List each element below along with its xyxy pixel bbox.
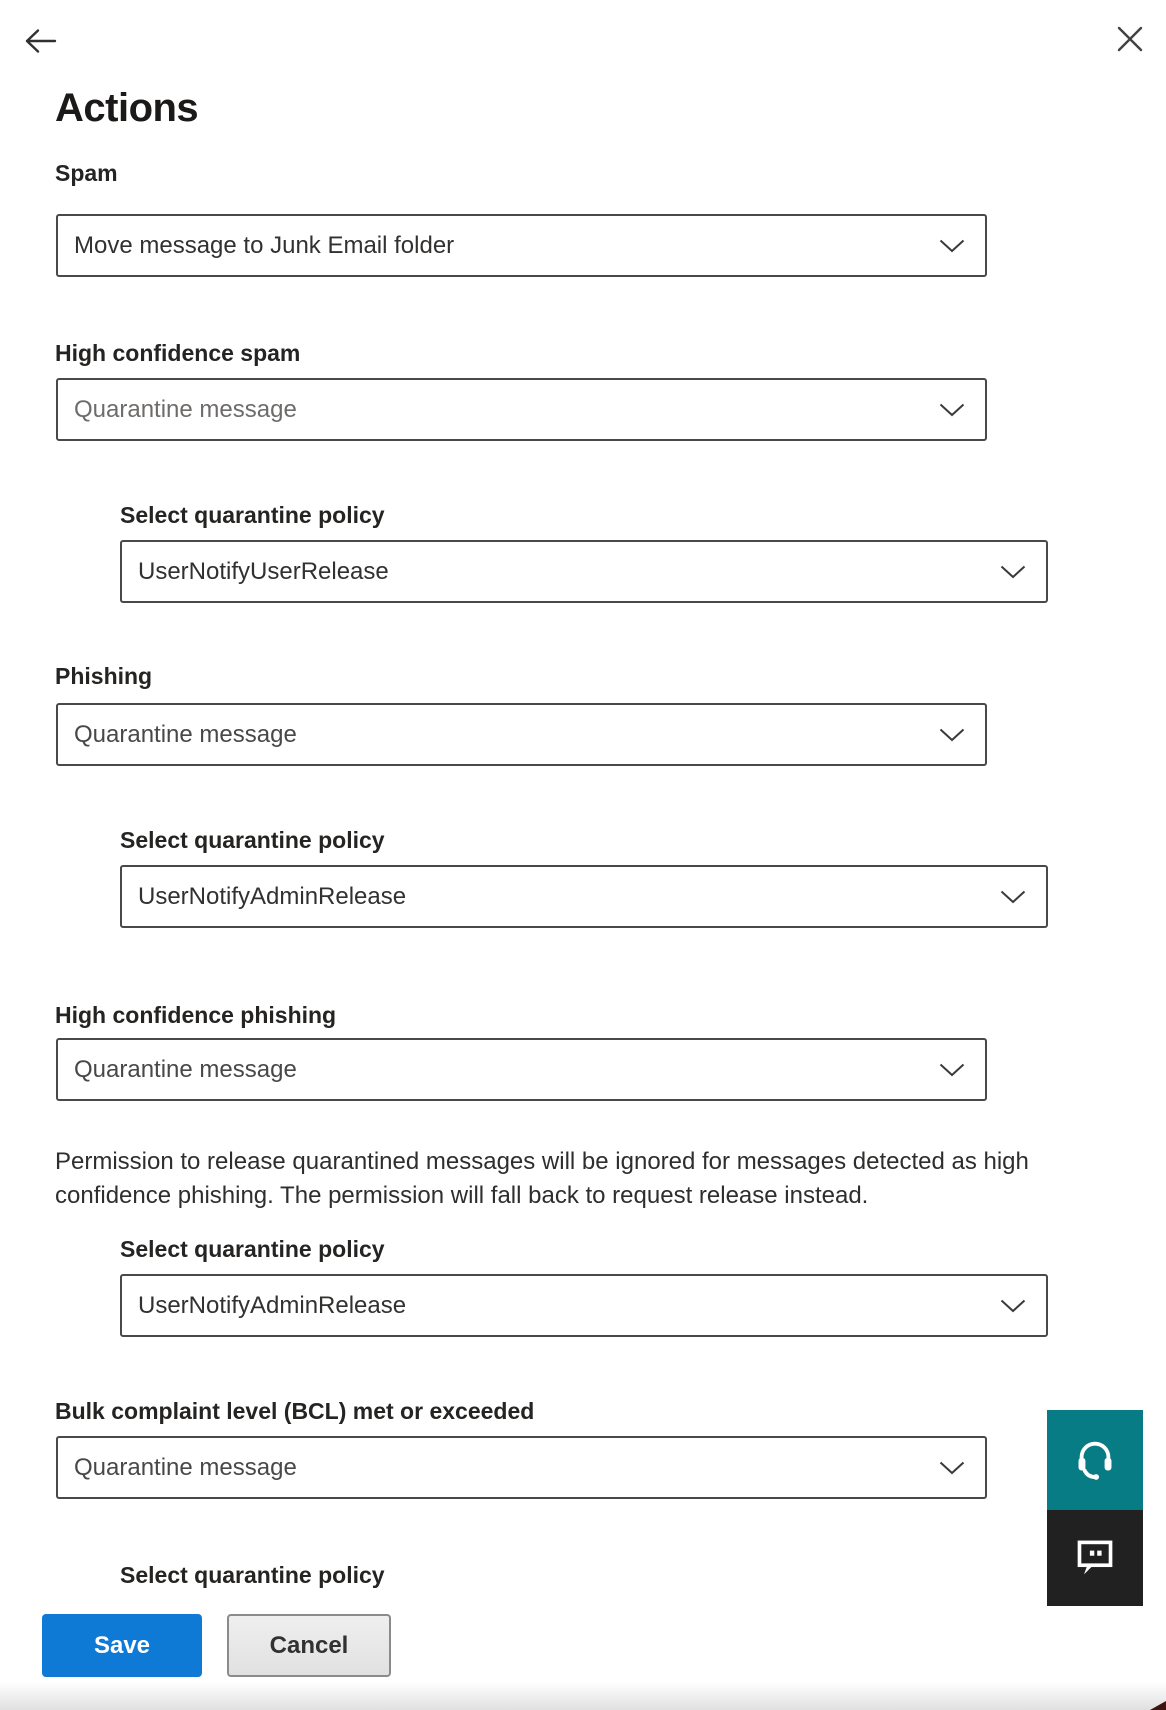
spam-label: Spam bbox=[55, 160, 118, 186]
hcs-quarantine-policy-select[interactable] bbox=[120, 540, 1048, 603]
hcp-permission-note: Permission to release quarantined messages will be ignored for messages detected as high confidence phishing. The permission will fall back to request release instead. bbox=[55, 1148, 1029, 1209]
phishing-select[interactable] bbox=[56, 703, 987, 766]
phishing-label: Phishing bbox=[55, 663, 153, 689]
feedback-button[interactable] bbox=[1047, 1510, 1143, 1606]
support-button[interactable] bbox=[1047, 1410, 1143, 1510]
bulk-complaint-select[interactable] bbox=[56, 1436, 987, 1499]
spam-select[interactable] bbox=[56, 214, 987, 277]
high-confidence-spam-select[interactable] bbox=[56, 378, 987, 441]
chevron-down-icon bbox=[939, 239, 965, 258]
bulk-complaint-select-value: Quarantine message bbox=[74, 1453, 297, 1481]
phishing-quarantine-policy-label: Select quarantine policy bbox=[120, 827, 385, 853]
corner-artifact bbox=[1150, 1701, 1166, 1710]
hcp-quarantine-policy-label: Select quarantine policy bbox=[120, 1236, 385, 1262]
chevron-down-icon bbox=[1000, 1299, 1026, 1318]
high-confidence-spam-select-value: Quarantine message bbox=[74, 395, 297, 423]
phishing-quarantine-policy-value: UserNotifyAdminRelease bbox=[138, 882, 407, 910]
phishing-select-value: Quarantine message bbox=[74, 720, 297, 748]
close-button[interactable] bbox=[1110, 20, 1150, 60]
headset-icon bbox=[1072, 1434, 1118, 1487]
page-title: Actions bbox=[55, 86, 199, 130]
hcp-quarantine-policy-value: UserNotifyAdminRelease bbox=[138, 1291, 407, 1319]
back-button[interactable] bbox=[20, 22, 60, 62]
high-confidence-phishing-select-value: Quarantine message bbox=[74, 1055, 297, 1083]
feedback-icon bbox=[1073, 1536, 1117, 1581]
high-confidence-spam-label: High confidence spam bbox=[55, 340, 301, 366]
chevron-down-icon bbox=[1000, 565, 1026, 584]
phishing-quarantine-policy-select[interactable] bbox=[120, 865, 1048, 928]
chevron-down-icon bbox=[939, 1063, 965, 1082]
bulk-complaint-label: Bulk complaint level (BCL) met or exceeded bbox=[55, 1398, 535, 1424]
chevron-down-icon bbox=[939, 403, 965, 422]
cancel-button[interactable]: Cancel bbox=[227, 1614, 391, 1677]
bulk-quarantine-policy-label-clipped bbox=[120, 1560, 620, 1588]
page-bottom-edge bbox=[0, 1682, 1166, 1710]
high-confidence-phishing-select[interactable] bbox=[56, 1038, 987, 1101]
save-button[interactable]: Save bbox=[42, 1614, 202, 1677]
spam-select-value: Move message to Junk Email folder bbox=[74, 231, 455, 259]
arrow-left-icon bbox=[22, 44, 58, 59]
hcp-quarantine-policy-select[interactable] bbox=[120, 1274, 1048, 1337]
hcs-quarantine-policy-label: Select quarantine policy bbox=[120, 502, 385, 528]
high-confidence-phishing-label: High confidence phishing bbox=[55, 1002, 337, 1028]
hcs-quarantine-policy-value: UserNotifyUserRelease bbox=[138, 557, 389, 585]
chevron-down-icon bbox=[939, 728, 965, 747]
bulk-quarantine-policy-label: Select quarantine policy bbox=[120, 1562, 385, 1588]
chevron-down-icon bbox=[1000, 890, 1026, 909]
chevron-down-icon bbox=[939, 1461, 965, 1480]
close-icon bbox=[1115, 42, 1145, 57]
